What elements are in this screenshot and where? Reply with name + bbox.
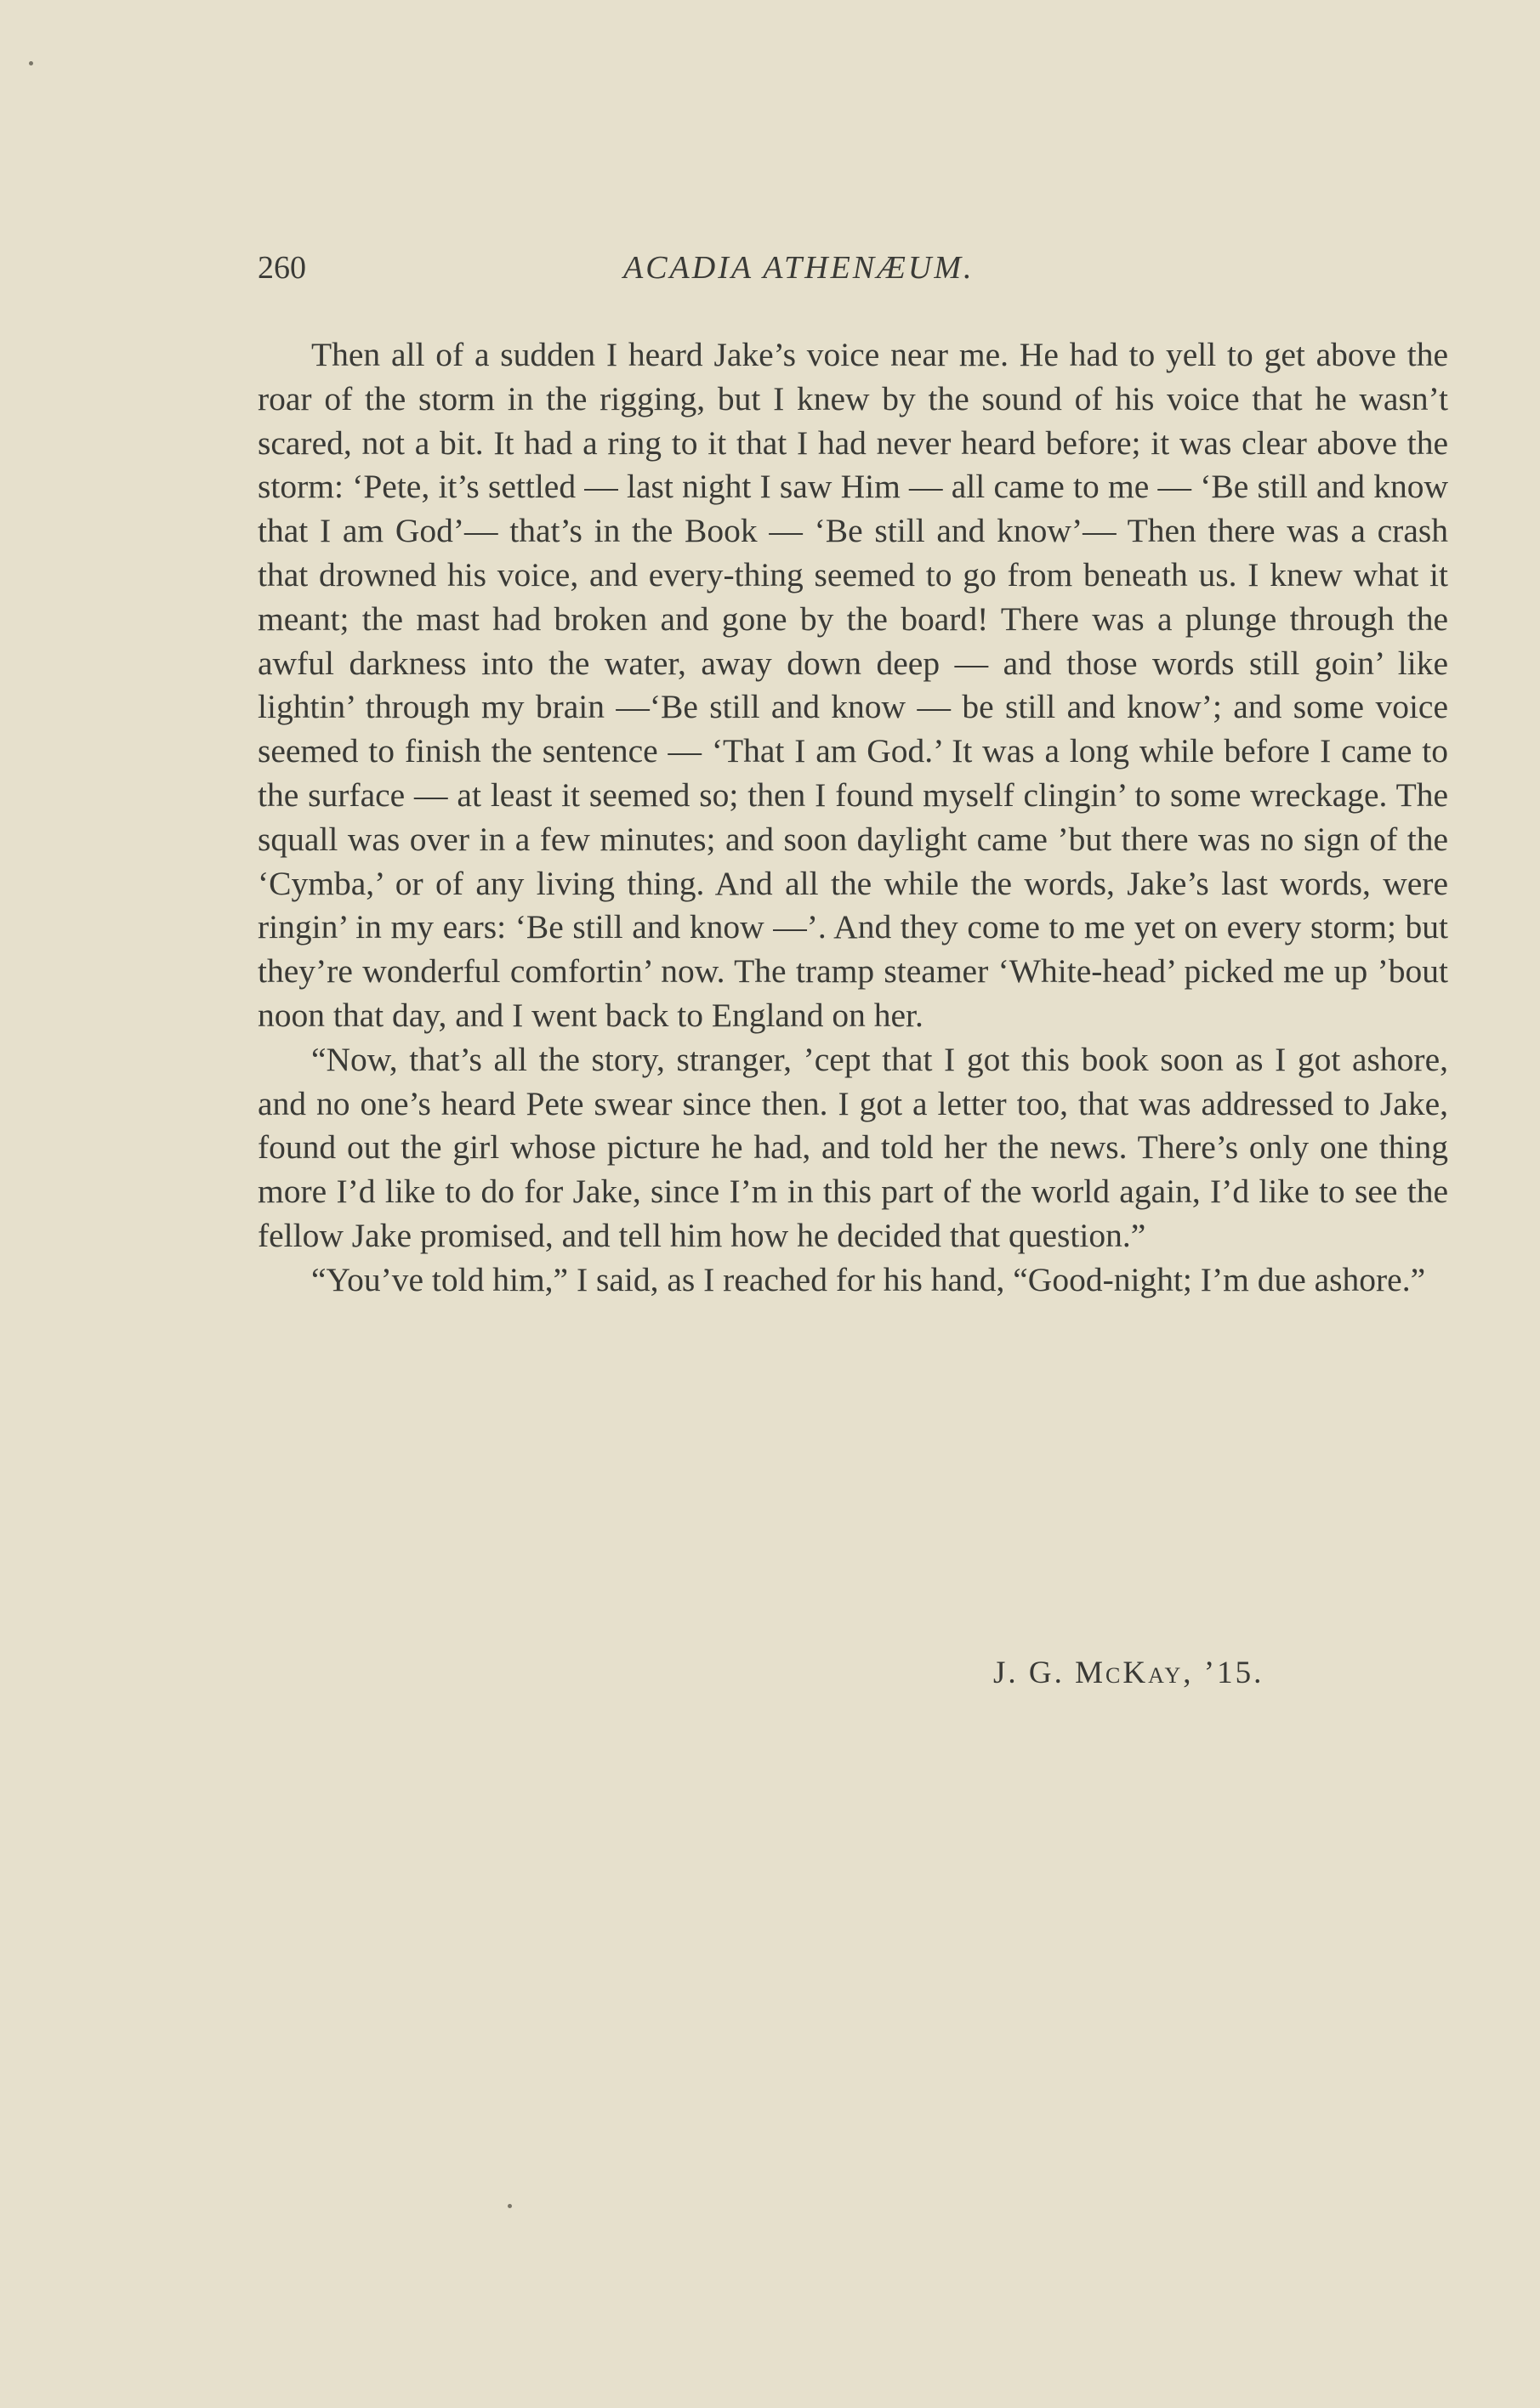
author-initials: J. G. (993, 1656, 1076, 1690)
author-surname: McKay (1075, 1656, 1184, 1690)
paragraph-story-ending: “Now, that’s all the story, stranger, ’cept that I got this book soon as I got ashore, and no one’s heard Pete swear since then. I got a letter too, that was addressed to Jake, found out the girl whose picture he had, and told her the news. There’s only one thing more I’d like to do for Jake, since I’m in this part of the world again, I’d like to see the fellow Jake promised, and tell him how he decided that question.” (258, 1040, 1448, 1254)
paragraph-storm-narrative: Then all of a sudden I heard Jake’s voice near me. He had to yell to get above the roar of the storm in the rigging, but I knew by the sound of his voice that he wasn’t scared, not a bit. It had a ring to it that I had never heard before; it was clear above the storm: ‘Pete, it’s settled — last night I saw Him — all came to me — ‘Be still and know that I am God’— that’s in the Book — ‘Be still and know’— Then there was a crash that drowned his voice, and every-thing seemed to go from beneath us. I knew what it meant; the mast had broken and gone by the board! There was a plunge through the awful darkness into the water, away down deep — and those words still goin’ like lightin’ through my brain —‘Be still and know — be still and know’; and some voice seemed to finish the sentence — ‘That I am God.’ It was a long while before I came to the surface — at least it seemed so; then I found myself clingin’ to some wreckage. The squall was over in a few minutes; and soon daylight came ’but there was no sign of the ‘Cymba,’ or of any living thing. And all the while the words, Jake’s last words, were ringin’ in my ears: ‘Be still and know —’. And they come to me yet on every storm; but they’re wonderful comfortin’ now. The tramp steamer ‘White-head’ picked me up ’bout noon that day, and I went back to England on her. (258, 336, 1448, 1034)
paragraph-goodnight: “You’ve told him,” I said, as I reached for his hand, “Good-night; I’m due ashore.” (311, 1260, 1426, 1298)
author-class-year: , ’15. (1183, 1656, 1264, 1690)
paper-speck (508, 2204, 512, 2208)
body-text (258, 333, 1448, 1303)
page-header (258, 247, 1448, 289)
paper-speck (29, 61, 33, 65)
page-number: 260 (258, 250, 306, 286)
running-title: ACADIA ATHENÆUM. (623, 250, 975, 286)
author-signature (993, 1651, 1264, 1695)
